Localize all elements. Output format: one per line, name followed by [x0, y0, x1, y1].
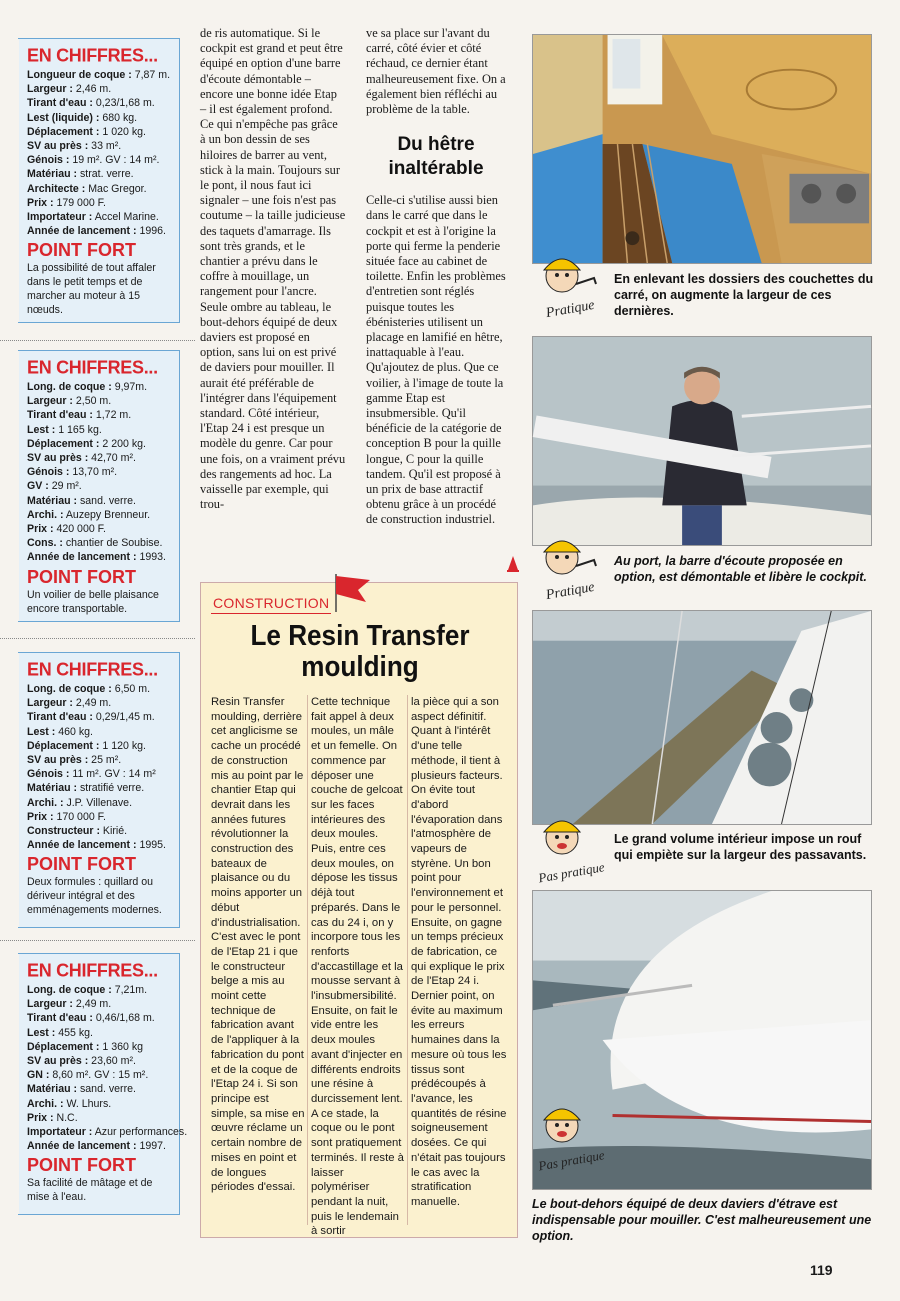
construction-column-2: Cette technique fait appel à deux moules, un mâle et un femelle. On commence par déposer une couche de gelcoat sur les faces intérieures des deux moules. Puis, entre ces deux moules, on dépose les tissus déjà tout préparés. Dans le cas du 24 i, on y incorpore tous les renforts d'accastillage et la mousse servant à l'insubmersibilité. Ensuite, on fait le vide entre les deux moules avant d'injecter en différents endroits une résine à durcissement lent. A ce stade, la coque ou le pont sont pratiquement terminés. Il reste à laisser polymériser pendant la nuit, puis le lendemain à sortir: [311, 696, 404, 1238]
tag-underline: [211, 613, 331, 614]
spec-value: 25 m².: [88, 754, 122, 767]
spec-line: [27, 824, 171, 838]
spec-key: Tirant d'eau :: [27, 1012, 93, 1025]
article-column-2: [200, 26, 346, 513]
spec-key: Cons. :: [27, 537, 63, 550]
spec-key: Long. de coque :: [27, 683, 112, 695]
spec-key: Architecte :: [27, 182, 86, 195]
point-fort-heading: POINT FORT: [27, 240, 136, 261]
point-fort-text: La possibilité de tout affaler dans le petit temps et de marcher au moteur à 15 nœuds.: [27, 262, 156, 317]
spec-key: Lest (liquide) :: [27, 111, 100, 124]
spec-line: [27, 550, 171, 564]
spec-line: [27, 1026, 171, 1040]
spec-value: 1 020 kg.: [99, 125, 146, 138]
photo-caption: En enlevant les dossiers des couchettes du carré, on augmente la largeur de ces dernières.: [614, 272, 874, 318]
spec-line: [27, 437, 171, 451]
spec-line: [27, 1054, 171, 1068]
spec-lines: [27, 68, 171, 238]
spec-key: Matériau :: [27, 168, 78, 181]
spec-key: SV au près :: [27, 140, 89, 153]
deck-side-photo: [532, 610, 872, 825]
spec-line: [27, 380, 171, 394]
construction-tag: CONSTRUCTION: [213, 595, 330, 611]
spec-line: [27, 536, 171, 550]
spec-value: W. Lhurs.: [63, 1097, 112, 1110]
spec-value: 6,50 m.: [111, 683, 151, 695]
spec-line: [27, 838, 171, 852]
spec-value: 179 000 F.: [53, 196, 106, 209]
spec-key: Matériau :: [27, 782, 78, 795]
spec-lines: [27, 380, 171, 565]
spec-value: 1 120 kg.: [99, 739, 146, 752]
spec-value: 1 360 kg: [99, 1040, 144, 1053]
spec-value: 33 m².: [88, 140, 122, 153]
spec-line: [27, 725, 171, 739]
article-paragraph: Celle-ci s'utilise aussi bien dans le carré que dans le cockpit et est à l'origine la porte qui ferme la penderie située face au cabinet de toilette. Enfin les problèmes d'entretien sont réglés puisque toutes les ébénisteries utilisent un placage en lamifié en hêtre, inattaquable à l'eau. Qu'ajoutez de plus. Que ce voilier, à l'image de toute la gamme Etap est insubmersible. Qu'il bénéficie de la catégorie de conception B pour la quille longue, C pour la quille tandem. Qu'il est proposé à un prix de base attractif obtenu grâce à un procédé de construction industriel.: [366, 193, 506, 527]
construction-sidebar: [200, 582, 518, 1238]
spec-key: Prix :: [27, 196, 54, 209]
spec-value: 7,21m.: [111, 984, 148, 996]
spec-key: Année de lancement :: [27, 839, 137, 852]
spec-key: Déplacement :: [27, 437, 100, 450]
spec-key: SV au près :: [27, 1055, 89, 1068]
spec-key: GN :: [27, 1069, 50, 1082]
title-line-1: Le Resin Transfer: [250, 620, 470, 652]
spec-value: J.P. Villenave.: [63, 796, 133, 809]
column-divider: [407, 695, 408, 1225]
construction-column-3: la pièce qui a son aspect définitif. Quant à l'intérêt d'une telle méthode, il tient à plusieurs facteurs. On évite tout d'abord l'évaporation dans l'atmosphère de vapeurs de styrène. Un bon point pour l'environnement et pour le personnel. Ensuite, on gagne un temps précieux de fabrication, ce qui explique le prix de l'Etap 24 i. Dernier point, on évite au maximum les erreurs humaines dans la mesure où tous les tissus sont prédécoupés à l'avance, les quantités de résine soigneusement dosées. Ce qui n'était pas toujours le cas avec la stratification manuelle.: [411, 696, 507, 1208]
tiller-photo: [532, 336, 872, 546]
article-column-3: [366, 26, 506, 528]
spec-line: [27, 796, 171, 810]
point-fort-heading: POINT FORT: [27, 1155, 136, 1176]
pas-pratique-mascot-icon: [536, 1100, 616, 1174]
photo-caption: Au port, la barre d'écoute proposée en option, est démontable et libère le cockpit.: [614, 554, 867, 584]
spec-key: Largeur :: [27, 395, 73, 408]
spec-value: 420 000 F.: [53, 523, 106, 536]
spec-line: [27, 96, 171, 110]
divider: [0, 340, 195, 341]
spec-key: Archi. :: [27, 796, 64, 809]
spec-key: Génois :: [27, 768, 70, 781]
spec-value: 8,60 m². GV : 15 m².: [49, 1069, 149, 1082]
spec-key: Matériau :: [27, 1083, 78, 1096]
spec-line: [27, 224, 171, 238]
spec-value: 2,50 m.: [72, 395, 112, 408]
spec-key: Importateur :: [27, 211, 93, 224]
spec-value: 29 m².: [48, 480, 82, 493]
spec-key: Année de lancement :: [27, 225, 137, 238]
mascot-label: Pratique: [544, 579, 596, 604]
spec-line: [27, 210, 171, 224]
spec-value: Accel Marine.: [92, 211, 159, 224]
spec-line: [27, 1011, 171, 1025]
spec-key: Constructeur :: [27, 825, 100, 838]
spec-value: stratifié verre.: [77, 782, 145, 795]
spec-key: Tirant d'eau :: [27, 409, 93, 422]
point-fort-heading: POINT FORT: [27, 566, 136, 587]
spec-key: Tirant d'eau :: [27, 97, 93, 110]
spec-line: [27, 1068, 171, 1082]
spec-heading: EN CHIFFRES...: [27, 658, 158, 680]
spec-line: [27, 522, 171, 536]
spec-line: [27, 408, 171, 422]
spec-value: 7,87 m.: [131, 69, 171, 81]
spec-line: [27, 423, 171, 437]
spec-key: Génois :: [27, 466, 70, 479]
spec-lines: [27, 983, 188, 1153]
spec-key: GV :: [27, 480, 49, 493]
spec-key: Lest :: [27, 725, 56, 738]
cabin-interior-photo: [532, 34, 872, 264]
spec-key: Lest :: [27, 1026, 56, 1039]
spec-line: [27, 710, 171, 724]
spec-key: Lest :: [27, 423, 56, 436]
spec-box-1: [18, 38, 180, 323]
spec-key: Année de lancement :: [27, 551, 137, 564]
spec-line: [27, 82, 171, 96]
photo-caption: Le bout-dehors équipé de deux daviers d'étrave est indispensable pour mouiller. C'est malheureusement une option.: [532, 1197, 872, 1243]
spec-line: [27, 997, 171, 1011]
spec-line: [27, 1082, 171, 1096]
spec-value: 2,49 m.: [72, 998, 112, 1011]
point-fort-text: Sa facilité de mâtage et de mise à l'eau.: [27, 1177, 153, 1204]
spec-key: Longueur de coque :: [27, 69, 132, 81]
spec-heading: EN CHIFFRES...: [27, 356, 158, 378]
photo-caption: Le grand volume intérieur impose un rouf qui empiète sur la largeur des passavants.: [614, 832, 867, 862]
point-fort-text: Un voilier de belle plaisance encore transportable.: [27, 588, 159, 615]
spec-key: Prix :: [27, 1111, 54, 1124]
spec-key: Importateur :: [27, 1126, 93, 1139]
spec-line: [27, 479, 171, 493]
spec-value: N.C.: [53, 1111, 78, 1124]
spec-line: [27, 696, 171, 710]
title-line-2: moulding: [301, 651, 419, 683]
spec-key: Déplacement :: [27, 125, 100, 138]
spec-key: Largeur :: [27, 83, 73, 96]
spec-heading: EN CHIFFRES...: [27, 959, 158, 981]
divider: [0, 940, 195, 941]
spec-value: 1997.: [136, 1140, 166, 1153]
spec-key: Tirant d'eau :: [27, 711, 93, 724]
spec-value: 42,70 m².: [88, 452, 136, 465]
spec-line: [27, 196, 171, 210]
spec-value: 170 000 F.: [53, 810, 106, 823]
spec-key: SV au près :: [27, 452, 89, 465]
spec-box-4: [18, 953, 188, 1215]
spec-value: 1993.: [136, 551, 166, 564]
spec-key: Largeur :: [27, 998, 73, 1011]
spec-key: Archi. :: [27, 1097, 64, 1110]
spec-line: [27, 494, 171, 508]
spec-line: [27, 1097, 171, 1111]
spec-line: [27, 739, 171, 753]
spec-value: 680 kg.: [99, 111, 138, 124]
mascot-label: Pas pratique: [537, 1147, 606, 1174]
construction-column-1: Resin Transfer moulding, derrière cet anglicisme se cache un procédé de construction mis au point par le chantier Etap qui devrait dans les années futures révolutionner la construction des bateaux de plaisance ou du moins apporter un début d'industrialisation. C'est avec le pont de l'Etap 21 i que le constructeur belge a mis au moint cette technique de fabrication avant de l'appliquer à la fabrication du pont et de la coque de l'Etap 24 i. Si son principe est simple, sa mise en œuvre réclame un certain nombre de mises en point et de longues périodes d'essai.: [211, 696, 305, 1194]
pas-pratique-mascot-icon: [536, 812, 616, 886]
spec-key: Génois :: [27, 154, 70, 167]
pratique-mascot-icon: [536, 250, 616, 320]
spec-line: [27, 451, 171, 465]
spec-value: 2,49 m.: [72, 697, 112, 710]
point-fort-text: Deux formules : quillard ou dériveur intégral et des emménagements modernes.: [27, 876, 162, 917]
spec-value: strat. verre.: [77, 168, 134, 181]
spec-key: Archi. :: [27, 508, 64, 521]
end-of-article-icon: [507, 556, 519, 572]
spec-value: 23,60 m².: [88, 1055, 136, 1068]
spec-line: [27, 153, 171, 167]
construction-title: [217, 621, 503, 683]
article-paragraph: ve sa place sur l'avant du carré, côté évier et côté réchaud, ce dernier étant malheureusement fixe. On a également bien réfléchi au problème de la table.: [366, 26, 506, 117]
spec-line: [27, 139, 171, 153]
spec-value: Mac Gregor.: [85, 182, 147, 195]
spec-line: [27, 682, 171, 696]
spec-line: [27, 111, 171, 125]
mascot-label: Pas pratique: [537, 859, 606, 886]
spec-value: 9,97m.: [111, 381, 148, 393]
spec-line: [27, 182, 171, 196]
spec-value: 455 kg.: [55, 1026, 93, 1039]
section-heading: Du hêtre inaltérable: [388, 134, 484, 180]
spec-line: [27, 1111, 171, 1125]
pratique-mascot-icon: [536, 532, 616, 602]
spec-value: sand. verre.: [77, 494, 136, 507]
spec-line: [27, 781, 171, 795]
spec-line: [27, 125, 171, 139]
spec-key: Prix :: [27, 523, 54, 536]
spec-key: Déplacement :: [27, 739, 100, 752]
spec-key: SV au près :: [27, 754, 89, 767]
spec-value: 2 200 kg.: [99, 437, 146, 450]
spec-line: [27, 767, 171, 781]
spec-key: Long. de coque :: [27, 984, 112, 996]
spec-value: 13,70 m².: [69, 466, 118, 479]
spec-line: [27, 508, 171, 522]
spec-heading: EN CHIFFRES...: [27, 44, 158, 66]
spec-line: [27, 753, 171, 767]
spec-value: 0,46/1,68 m.: [92, 1012, 155, 1025]
spec-key: Long. de coque :: [27, 381, 112, 393]
spec-value: 1 165 kg.: [55, 423, 102, 436]
spec-key: Largeur :: [27, 697, 73, 710]
spec-value: Kirié.: [99, 825, 128, 838]
spec-key: Année de lancement :: [27, 1140, 137, 1153]
divider: [0, 638, 195, 639]
spec-value: 19 m². GV : 14 m².: [69, 154, 160, 167]
spec-line: [27, 1139, 171, 1153]
spec-value: Azur performances.: [92, 1126, 188, 1139]
spec-box-2: [18, 350, 180, 622]
spec-line: [27, 68, 171, 82]
spec-value: chantier de Soubise.: [62, 537, 163, 550]
spec-line: [27, 465, 171, 479]
spec-line: [27, 1040, 171, 1054]
spec-value: 460 kg.: [55, 725, 93, 738]
spec-value: Auzepy Brenneur.: [63, 508, 151, 521]
spec-line: [27, 1125, 188, 1139]
spec-box-3: [18, 652, 180, 928]
spec-key: Matériau :: [27, 494, 78, 507]
spec-line: [27, 983, 171, 997]
spec-value: 11 m². GV : 14 m²: [69, 768, 156, 781]
spec-key: Déplacement :: [27, 1040, 100, 1053]
spec-value: 2,46 m.: [72, 83, 112, 96]
page-number: 119: [810, 1262, 833, 1278]
spec-line: [27, 810, 171, 824]
spec-line: [27, 167, 171, 181]
red-flag-icon: [332, 572, 372, 612]
spec-value: 1995.: [136, 839, 166, 852]
spec-value: sand. verre.: [77, 1083, 136, 1096]
spec-value: 1996.: [136, 225, 166, 238]
article-paragraph: de ris automatique. Si le cockpit est grand et peut être équipé en option d'une barre d'écoute démontable – encore une bonne idée Etap – il est également profond. Ce qui n'empêche pas grâce à un bon dessin de ses hiloires de barrer au vent, stick à la main. Toujours sur le pont, il nous faut ici signaler – une fois n'est pas coutume – la taille judicieuse des taquets d'amarrage. Ils sont très grands, et le chantier a prévu dans le coffre à mouillage, un rangement pour l'ancre. Seule ombre au tableau, le bout-dehors équipé de deux daviers est proposé en option, sans lui on est privé de daviers pour mouiller. Il aurait été préférable de l'intégrer dans l'équipement standard. Côté intérieur, l'Etap 24 i est presque un modèle du genre. Car pour une fois, on a vraiment prévu des rangements ad hoc. La vaisselle par exemple, qui trou-: [200, 26, 346, 512]
spec-key: Prix :: [27, 810, 54, 823]
spec-lines: [27, 682, 171, 852]
spec-value: 1,72 m.: [92, 409, 132, 422]
spec-value: 0,23/1,68 m.: [92, 97, 155, 110]
spec-line: [27, 394, 171, 408]
mascot-label: Pratique: [544, 297, 596, 322]
spec-value: 0,29/1,45 m.: [92, 711, 155, 724]
column-divider: [307, 695, 308, 1225]
point-fort-heading: POINT FORT: [27, 854, 136, 875]
